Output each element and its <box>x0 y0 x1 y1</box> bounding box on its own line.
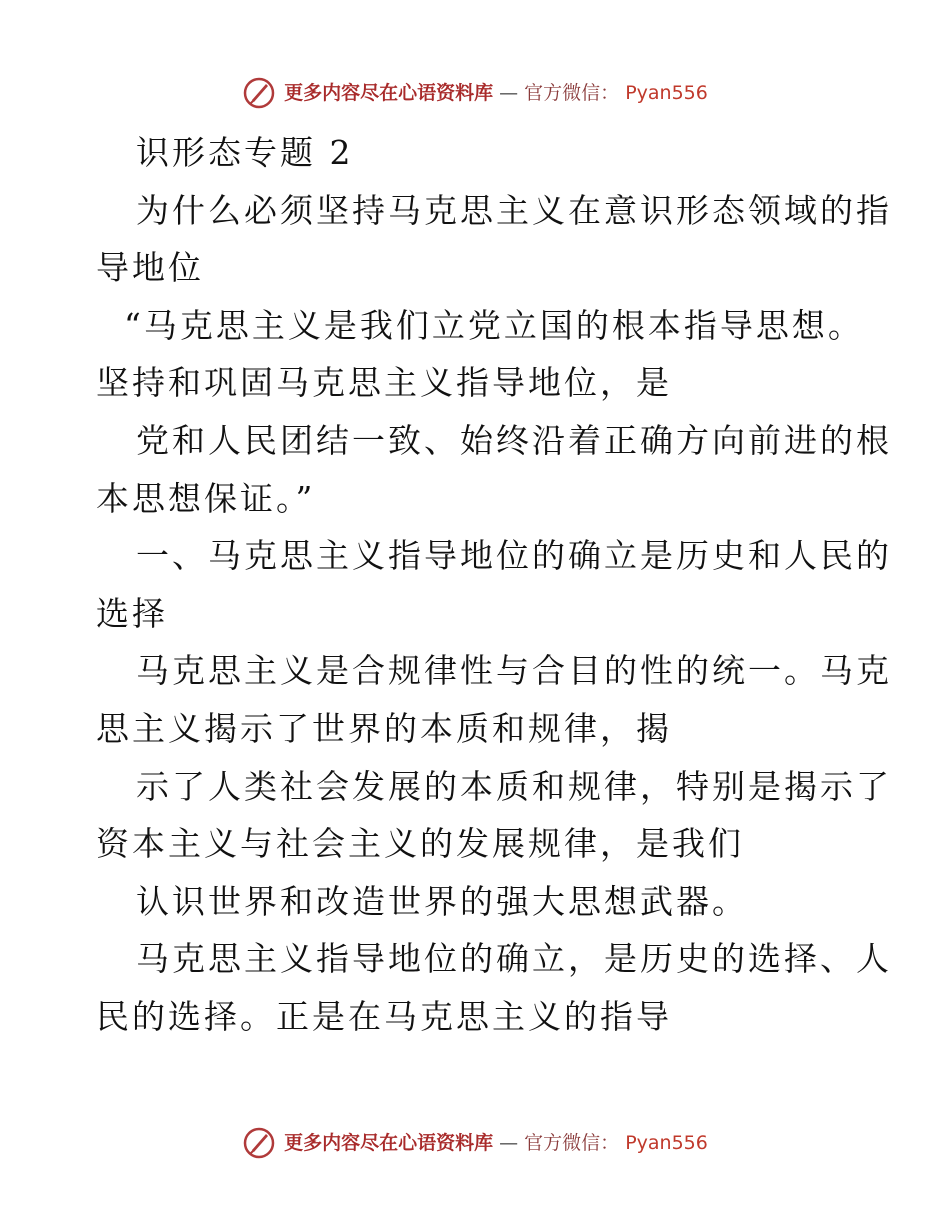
subheading-line: 选择 <box>96 593 168 633</box>
quote-line: 坚持和巩固马克思主义指导地位，是 <box>96 363 672 403</box>
paragraph-line: 资本主义与社会主义的发展规律，是我们 <box>96 824 744 864</box>
footer-banner <box>0 1126 950 1160</box>
banner-separator: — <box>499 82 519 104</box>
banner-wechat-label: 官方微信： <box>524 82 620 104</box>
banner-brand-text: 更多内容尽在心语资料库 <box>284 1132 494 1154</box>
heading-line: 导地位 <box>96 248 204 288</box>
banner-wechat-id: Pyan556 <box>625 82 708 104</box>
quill-logo-icon <box>242 76 276 110</box>
section-title: 识形态专题 2 <box>136 133 354 172</box>
paragraph-line: 马克思主义是合规律性与合目的性的统一。马克 <box>136 651 892 691</box>
subheading-line: 一、马克思主义指导地位的确立是历史和人民的 <box>136 536 892 576</box>
quill-logo-icon <box>242 1126 276 1160</box>
banner-wechat-id: Pyan556 <box>625 1132 708 1154</box>
paragraph-line: 民的选择。正是在马克思主义的指导 <box>96 996 672 1036</box>
quote-line: “马克思主义是我们立党立国的根本指导思想。 <box>124 305 864 345</box>
header-banner <box>0 76 950 110</box>
quote-line: 本思想保证。” <box>96 478 316 518</box>
banner-separator: — <box>499 1132 519 1154</box>
quote-line: 党和人民团结一致、始终沿着正确方向前进的根 <box>136 420 892 460</box>
paragraph-line: 示了人类社会发展的本质和规律，特别是揭示了 <box>136 766 892 806</box>
banner-brand-text: 更多内容尽在心语资料库 <box>284 82 494 104</box>
paragraph-line: 马克思主义指导地位的确立，是历史的选择、人 <box>136 939 892 979</box>
paragraph-line: 思主义揭示了世界的本质和规律，揭 <box>96 708 672 748</box>
heading-line: 为什么必须坚持马克思主义在意识形态领域的指 <box>136 190 892 230</box>
banner-wechat-label: 官方微信： <box>524 1132 620 1154</box>
document-body <box>96 124 892 1046</box>
paragraph-line: 认识世界和改造世界的强大思想武器。 <box>136 881 748 921</box>
